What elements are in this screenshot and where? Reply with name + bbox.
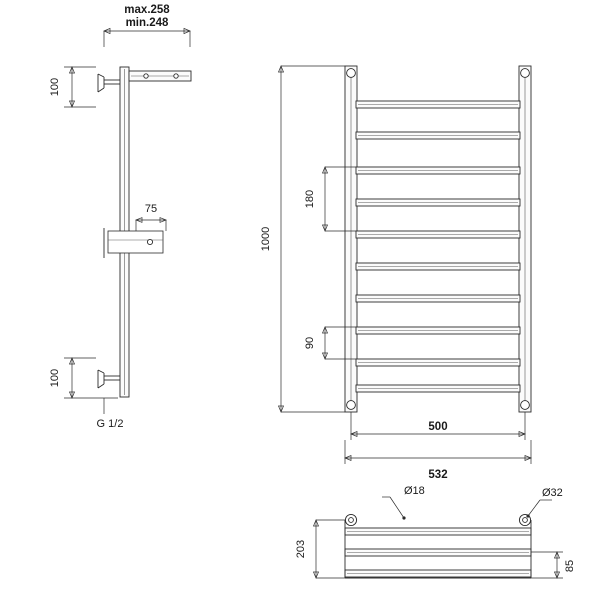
label-height-total: 1000 [260, 226, 272, 252]
front-elevation-view [279, 66, 532, 464]
label-thread: G 1/2 [96, 418, 124, 430]
label-tube-diameter: Ø18 [404, 485, 425, 497]
label-bottom-offset: 100 [49, 368, 61, 388]
label-width-outer: 532 [428, 469, 448, 481]
label-post-diameter: Ø32 [542, 487, 563, 499]
label-bracket-width: 75 [144, 203, 158, 215]
label-width-inner: 500 [428, 421, 448, 433]
label-spacing-lower: 90 [304, 336, 316, 350]
label-top-offset: 100 [49, 77, 61, 97]
label-max-depth: max.258 [124, 4, 170, 16]
label-depth-total: 203 [295, 539, 307, 559]
rung-group [356, 101, 520, 392]
label-spacing-upper: 180 [304, 189, 316, 209]
side-elevation-view [64, 28, 191, 414]
label-min-depth: min.248 [125, 17, 169, 29]
top-plan-view [314, 497, 564, 578]
label-depth-lower: 85 [564, 559, 576, 573]
